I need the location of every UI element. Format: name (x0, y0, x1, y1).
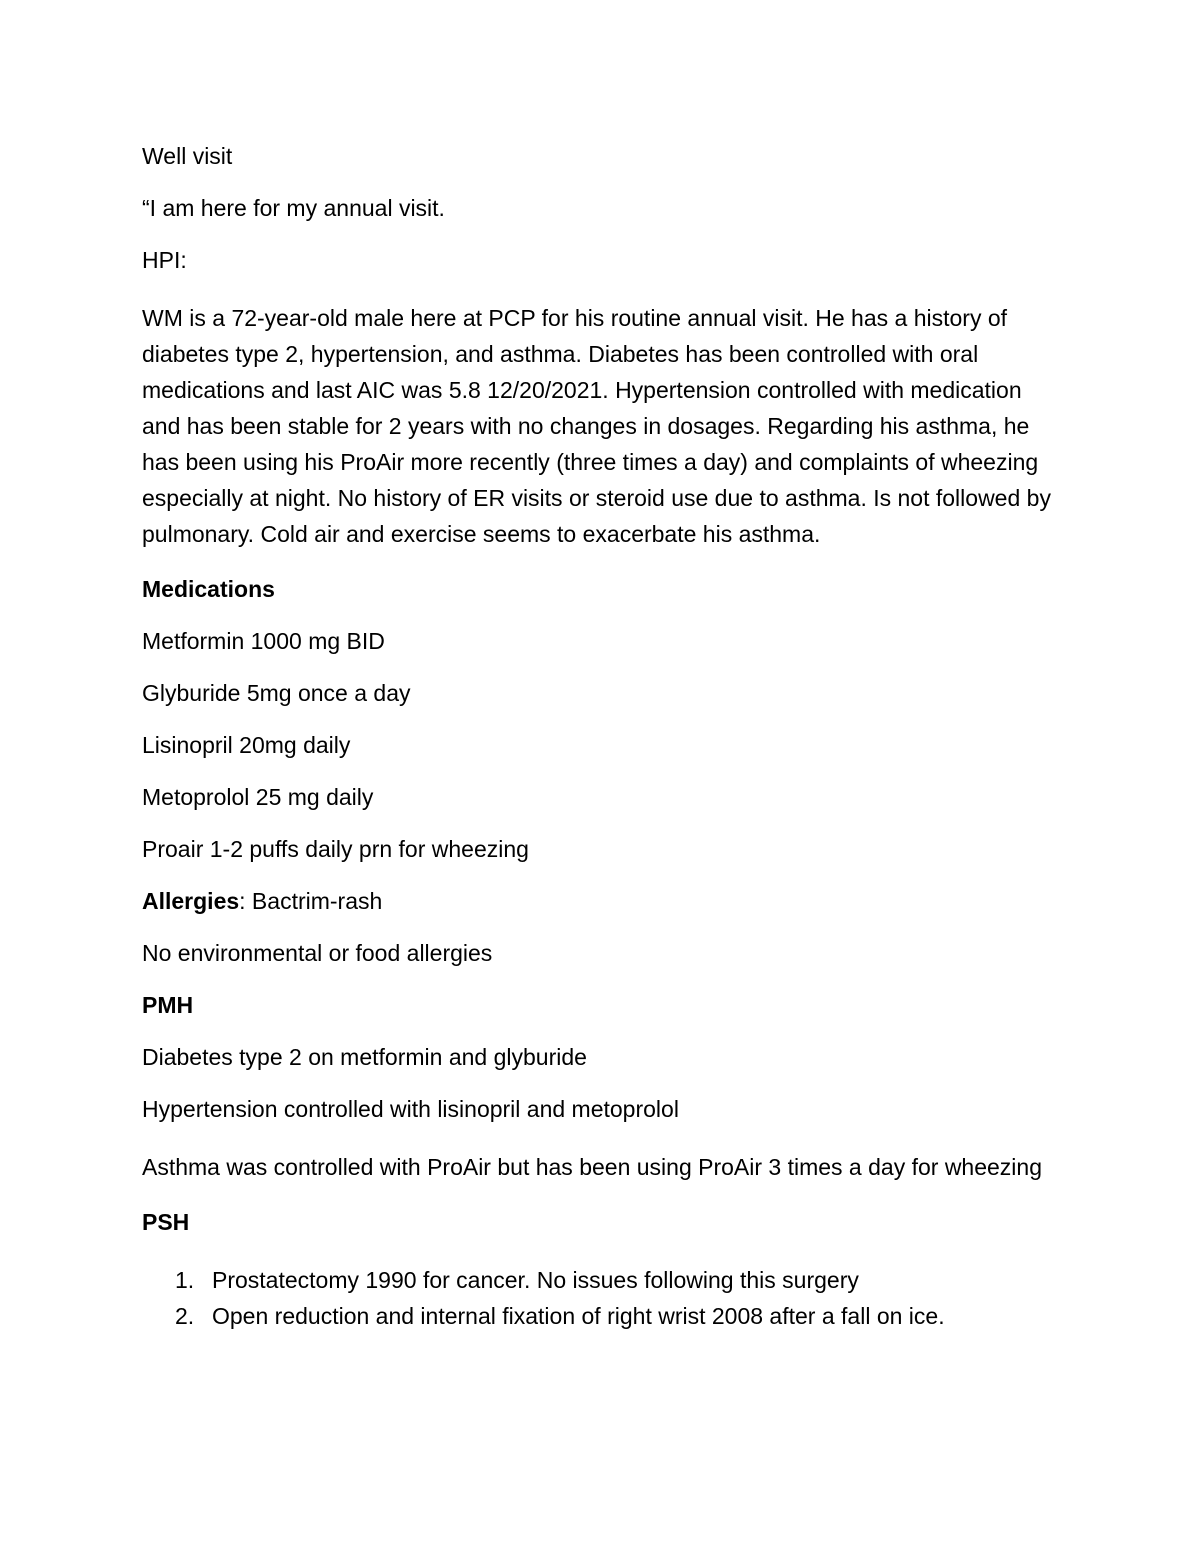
psh-heading: PSH (142, 1209, 190, 1235)
medication-item: Lisinopril 20mg daily (142, 732, 351, 758)
psh-item-text: Prostatectomy 1990 for cancer. No issues following this surgery (212, 1267, 859, 1293)
allergies-note: No environmental or food allergies (142, 940, 493, 966)
chief-complaint: “I am here for my annual visit. (142, 195, 445, 221)
medication-item: Metformin 1000 mg BID (142, 628, 385, 654)
psh-list (142, 1262, 1062, 1334)
document-body (142, 144, 1062, 1334)
psh-item-number: 2. (175, 1303, 195, 1329)
allergies-label: Allergies (142, 888, 240, 914)
document-title: Well visit (142, 143, 233, 169)
psh-list-item (142, 1262, 1062, 1298)
pmh-item: Hypertension controlled with lisinopril and metoprolol (142, 1096, 679, 1122)
medication-item: Glyburide 5mg once a day (142, 680, 411, 706)
psh-item-text: Open reduction and internal fixation of right wrist 2008 after a fall on ice. (212, 1303, 945, 1329)
hpi-heading: HPI: (142, 247, 187, 273)
psh-item-number: 1. (175, 1267, 195, 1293)
pmh-item: Asthma was controlled with ProAir but has been using ProAir 3 times a day for wheezing (142, 1154, 1042, 1180)
pmh-item: Diabetes type 2 on metformin and glyburide (142, 1044, 587, 1070)
medications-heading: Medications (142, 576, 275, 602)
medication-item: Metoprolol 25 mg daily (142, 784, 374, 810)
pmh-heading: PMH (142, 992, 194, 1018)
medication-item: Proair 1-2 puffs daily prn for wheezing (142, 836, 529, 862)
allergies-value: : Bactrim-rash (239, 888, 383, 914)
psh-list-item (142, 1298, 1062, 1334)
hpi-paragraph: WM is a 72-year-old male here at PCP for his routine annual visit. He has a history of diabetes type 2, hypertension, and asthma. Diabetes has been controlled with oral medications and last AIC was 5.8 12/20/2021. Hypertension controlled with medication and has been stable for 2 years with no changes in dosages. Regarding his asthma, he has been using his ProAir more recently (three times a day) and complaints of wheezing especially at night. No history of ER visits or steroid use due to asthma. Is not followed by pulmonary. Cold air and exercise seems to exacerbate his asthma. (142, 305, 1051, 547)
allergies-line (142, 889, 1062, 914)
